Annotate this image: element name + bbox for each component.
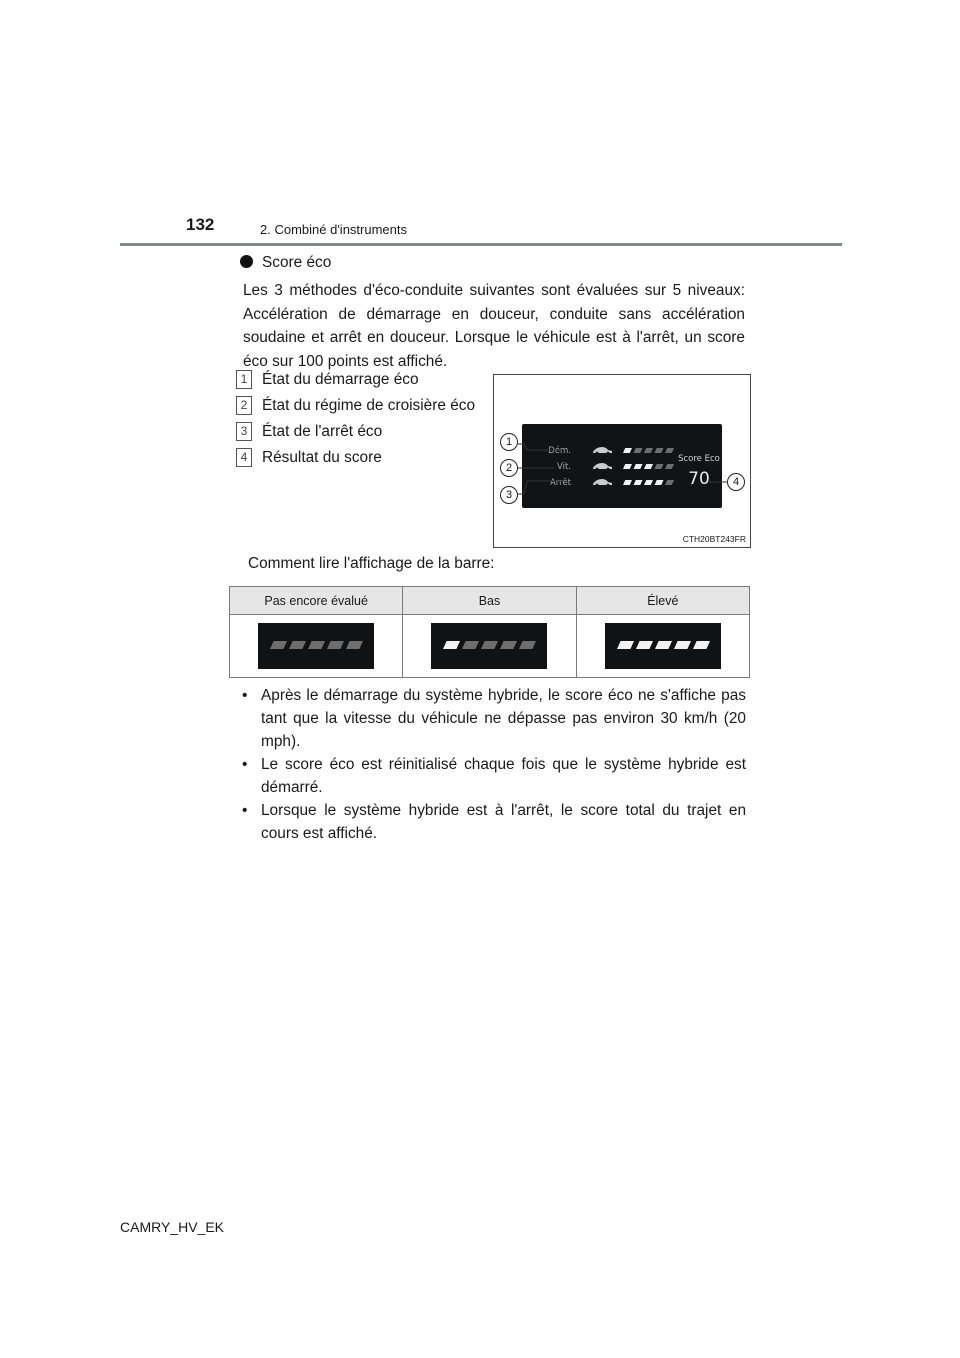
callout-1: 1 [500, 433, 518, 451]
bar-segment-dim [289, 641, 306, 649]
numbered-item-3 [236, 422, 382, 441]
item-label: État du régime de croisière éco [262, 397, 476, 414]
bar-segment-lit [674, 641, 691, 649]
callout-3: 3 [500, 486, 518, 504]
list-item: • Le score éco est réinitialisé chaque fois que le système hybride est démarré. [242, 756, 746, 796]
bar-segment-dim [462, 641, 479, 649]
document-code: CAMRY_HV_EK [120, 1219, 225, 1235]
callout-leaders [494, 375, 750, 547]
numbered-item-4 [236, 448, 382, 467]
bar-segment-lit [655, 641, 672, 649]
item-label: État de l'arrêt éco [262, 423, 383, 440]
callout-4: 4 [727, 473, 745, 491]
header-rule [120, 243, 842, 246]
row-label-cruise: Vit. [556, 462, 571, 472]
row-label-start: Dém. [548, 446, 571, 456]
bullet-heading-text: Score éco [262, 254, 332, 271]
column-header: Pas encore évalué [230, 587, 403, 615]
note-text: Lorsque le système hybride est à l'arrêt, le score total du trajet en cours est affiché. [261, 802, 746, 842]
table-cell [576, 615, 749, 678]
table-header-row [230, 587, 750, 615]
bar-segment-dim [327, 641, 344, 649]
section-title: 2. Combiné d'instruments [260, 222, 407, 237]
column-header: Élevé [576, 587, 749, 615]
score-value: 70 [688, 469, 710, 489]
bar-segment-dim [481, 641, 498, 649]
bar-segment-dim [270, 641, 287, 649]
item-number-badge: 1 [236, 370, 252, 389]
bar-segment-dim [346, 641, 363, 649]
numbered-item-2 [236, 396, 475, 415]
row-label-stop: Arrêt [549, 478, 571, 488]
bar-segment-dim [308, 641, 325, 649]
numbered-item-1 [236, 370, 419, 389]
bar-segment-lit [443, 641, 460, 649]
item-number-badge: 3 [236, 422, 252, 441]
bullet-dot-icon [240, 255, 253, 268]
bar-segment-lit [617, 641, 634, 649]
callout-2: 2 [500, 459, 518, 477]
notes-list [240, 684, 746, 845]
item-number-badge: 4 [236, 448, 252, 467]
table-cell [230, 615, 403, 678]
table-row [230, 615, 750, 678]
bar-not-evaluated [258, 623, 374, 669]
bar-reading-table [229, 586, 750, 678]
list-item: • Après le démarrage du système hybride, le score éco ne s'affiche pas tant que la vitesse du véhicule ne dépasse pas environ 30 km/h (20 mph). [242, 687, 746, 750]
item-label: Résultat du score [262, 449, 382, 466]
bar-segment-dim [519, 641, 536, 649]
bar-low [431, 623, 547, 669]
page-number: 132 [186, 215, 215, 234]
bar-segment-lit [636, 641, 653, 649]
score-eco-label: Score Eco [678, 454, 720, 464]
item-label: État du démarrage éco [262, 371, 419, 388]
intro-paragraph: Les 3 méthodes d'éco-conduite suivantes sont évaluées sur 5 niveaux: Accélération de démarrage en douceur, conduite sans accélération soudaine et arrêt en douceur. Lorsque le véhicule est à l'arrêt, un score éco sur 100 points est affiché. [243, 282, 745, 370]
column-header: Bas [403, 587, 576, 615]
bar-segment-dim [500, 641, 517, 649]
bar-reading-lead: Comment lire l'affichage de la barre: [248, 555, 495, 572]
bar-segment-lit [693, 641, 710, 649]
figure-code: CTH20BT243FR [682, 534, 746, 544]
list-item: • Lorsque le système hybride est à l'arrêt, le score total du trajet en cours est affiché. [242, 802, 746, 842]
bullet-heading [240, 254, 331, 272]
eco-score-figure [493, 374, 751, 548]
bar-high [605, 623, 721, 669]
item-number-badge: 2 [236, 396, 252, 415]
note-text: Après le démarrage du système hybride, le score éco ne s'affiche pas tant que la vitesse du véhicule ne dépasse pas environ 30 km/h (20 mph). [261, 687, 746, 750]
table-cell [403, 615, 576, 678]
note-text: Le score éco est réinitialisé chaque fois que le système hybride est démarré. [261, 756, 746, 796]
